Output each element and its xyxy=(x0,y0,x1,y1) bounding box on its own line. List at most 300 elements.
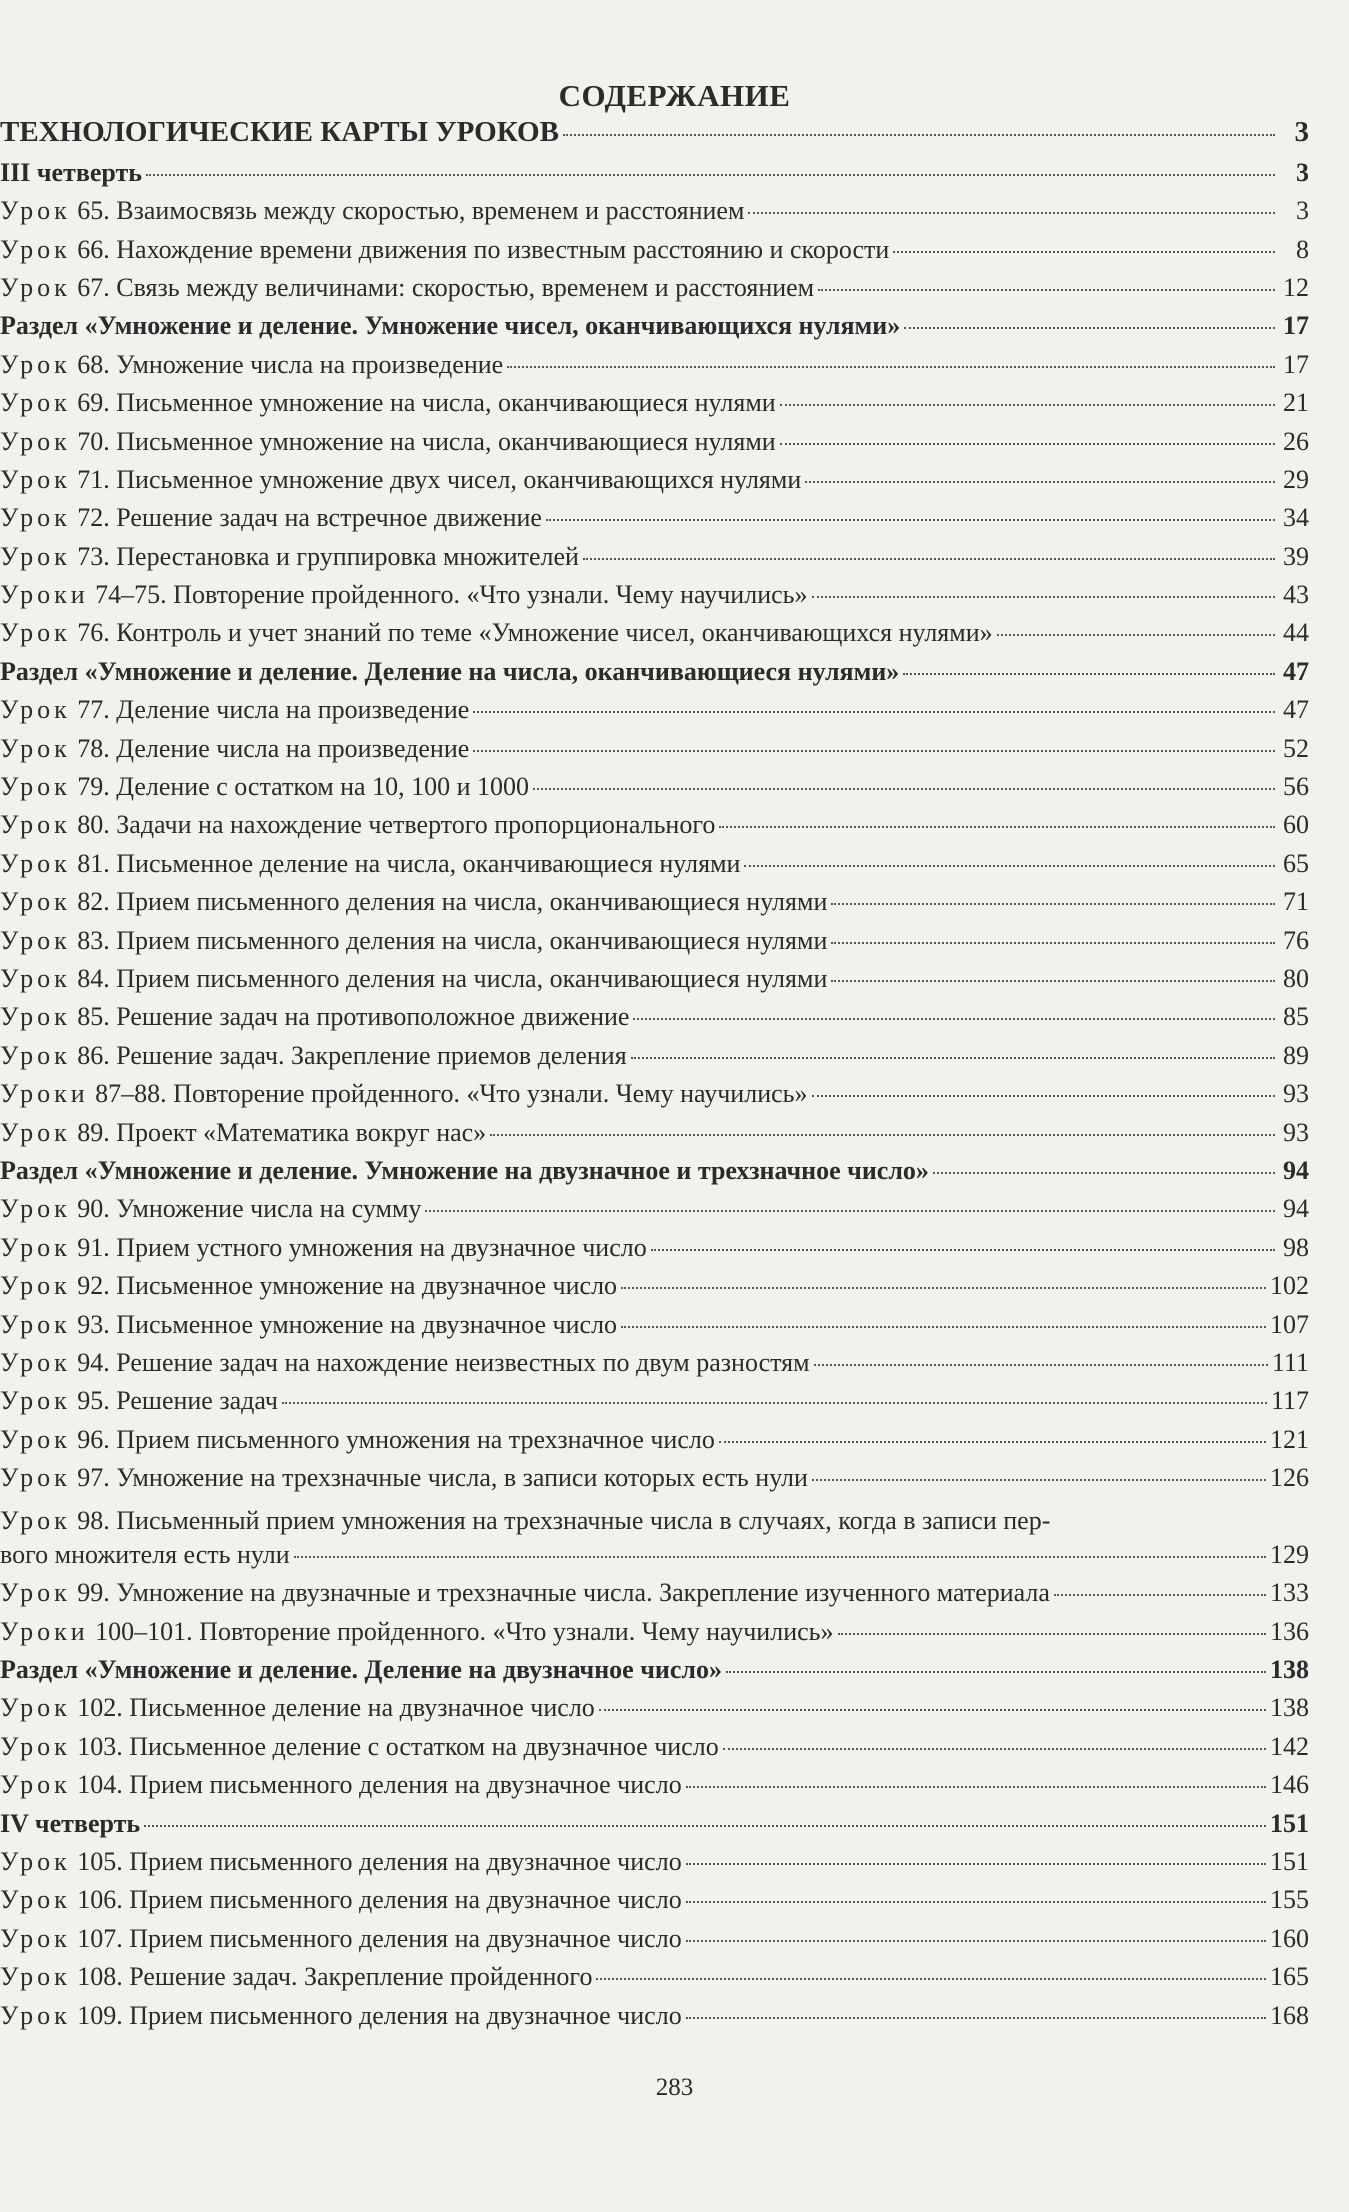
toc-entry-title xyxy=(0,1809,140,1839)
toc-entry-title xyxy=(0,116,559,149)
toc-entry-line xyxy=(0,235,1309,265)
toc-entry-title xyxy=(0,734,469,764)
dot-leader xyxy=(686,1786,1266,1788)
dot-leader xyxy=(686,1863,1266,1865)
toc-entry-title xyxy=(0,2001,682,2031)
toc-entry xyxy=(0,1038,1349,1076)
toc-entry-text: 97. Умножение на трехзначные числа, в записи которых есть нули xyxy=(77,1463,808,1493)
lesson-label: Урок xyxy=(0,963,71,993)
dot-leader xyxy=(621,1326,1266,1328)
toc-entry-line xyxy=(0,1962,1309,1992)
toc-entry-title xyxy=(0,810,715,840)
lesson-label: Урок xyxy=(0,848,71,878)
toc-entry-line xyxy=(0,427,1309,457)
toc-entry-line xyxy=(0,1425,1309,1455)
dot-leader xyxy=(812,1095,1275,1097)
toc-entry-line xyxy=(0,196,1309,226)
lesson-label: Урок xyxy=(0,196,71,226)
toc-entry-line xyxy=(0,158,1309,188)
toc-entry xyxy=(0,731,1349,769)
lesson-label: Урок xyxy=(0,695,71,725)
toc-entry-text: 78. Деление числа на произведение xyxy=(77,733,470,763)
toc-entry xyxy=(0,1115,1349,1153)
dot-leader xyxy=(831,903,1275,905)
toc-entry-line xyxy=(0,657,1309,687)
toc-entry-line xyxy=(0,465,1309,495)
lesson-label: Урок xyxy=(0,1506,71,1536)
toc-entry-title xyxy=(0,465,801,495)
dot-leader xyxy=(812,596,1275,598)
dot-leader xyxy=(904,327,1275,329)
dot-leader xyxy=(633,1018,1275,1020)
toc-entry-line xyxy=(0,1540,1309,1570)
toc-page-number: 98 xyxy=(1283,1232,1309,1262)
toc-entry-line xyxy=(0,350,1309,380)
toc-page-number: 126 xyxy=(1270,1463,1309,1493)
table-of-contents xyxy=(0,117,1349,2037)
dot-leader xyxy=(621,1287,1266,1289)
toc-page-number: 12 xyxy=(1283,272,1309,302)
toc-page-number: 129 xyxy=(1270,1539,1309,1569)
toc-entry-title xyxy=(0,427,776,457)
toc-entry-text: 80. Задачи на нахождение четвертого пропорционального xyxy=(77,810,716,840)
toc-entry xyxy=(0,1384,1349,1422)
toc-entry-title xyxy=(0,1310,617,1340)
toc-entry-text: 104. Прием письменного деления на двузначное число xyxy=(77,1770,682,1800)
toc-entry-line xyxy=(0,1348,1309,1378)
toc-entry-line xyxy=(0,964,1309,994)
lesson-label: Урок xyxy=(0,772,71,802)
toc-entry xyxy=(0,770,1349,808)
toc-entry-title xyxy=(0,350,503,380)
toc-entry xyxy=(0,463,1349,501)
toc-entry-line xyxy=(0,1924,1309,1954)
toc-entry-line xyxy=(0,1118,1309,1148)
lesson-label: Урок xyxy=(0,1347,71,1377)
toc-page-number: 26 xyxy=(1283,426,1309,456)
dot-leader xyxy=(294,1556,1266,1558)
toc-entry xyxy=(0,1192,1349,1230)
toc-entry-text: 77. Деление числа на произведение xyxy=(77,695,470,725)
dot-leader xyxy=(563,134,1275,136)
toc-page-number: 89 xyxy=(1283,1040,1309,1070)
dot-leader xyxy=(686,2017,1266,2019)
page-title: СОДЕРЖАНИЕ xyxy=(558,78,791,113)
toc-entry-line xyxy=(0,887,1309,917)
toc-entry xyxy=(0,232,1349,270)
toc-entry xyxy=(0,693,1349,731)
toc-entry-title xyxy=(0,1924,682,1954)
toc-page-number: 21 xyxy=(1283,388,1309,418)
dot-leader xyxy=(805,481,1275,483)
toc-entry-text: Раздел «Умножение и деление. Умножение на двузначное и трехзначное число» xyxy=(0,1155,929,1185)
toc-entry xyxy=(0,386,1349,424)
toc-page-number: 93 xyxy=(1283,1079,1309,1109)
dot-leader xyxy=(903,673,1275,675)
toc-page-number: 107 xyxy=(1270,1309,1309,1339)
toc-entry-text: 90. Умножение числа на сумму xyxy=(77,1194,422,1224)
toc-page-number: 160 xyxy=(1270,1923,1309,1953)
toc-page-number: 151 xyxy=(1270,1808,1309,1838)
lesson-label: Урок xyxy=(0,733,71,763)
toc-entry-title xyxy=(0,695,469,725)
toc-entry-line xyxy=(0,1079,1309,1109)
dot-leader xyxy=(997,634,1275,636)
toc-entry-line xyxy=(0,810,1309,840)
toc-entry xyxy=(0,1729,1349,1767)
toc-entry-text: 107. Прием письменного деления на двузначное число xyxy=(77,1923,682,1953)
toc-entry-title xyxy=(0,1348,810,1378)
toc-entry-text: 98. Письменный прием умножения на трехзначные числа в случаях, когда в записи пер- xyxy=(77,1506,1051,1536)
toc-entry xyxy=(0,1806,1349,1844)
lesson-label: Урок xyxy=(0,1232,71,1262)
toc-entry xyxy=(0,1998,1349,2036)
lesson-label: Урок xyxy=(0,810,71,840)
toc-entry-line xyxy=(0,1271,1309,1301)
lesson-label: Урок xyxy=(0,349,71,379)
toc-entry-title xyxy=(0,1079,808,1109)
toc-entry-line xyxy=(0,926,1309,956)
toc-entry-line xyxy=(0,1770,1309,1800)
dot-leader xyxy=(780,404,1275,406)
toc-entry-text: Раздел «Умножение и деление. Деление на двузначное число» xyxy=(0,1655,722,1685)
dot-leader xyxy=(719,1441,1266,1443)
lesson-label: Урок xyxy=(0,618,71,648)
toc-entry xyxy=(0,1000,1349,1038)
lesson-label: Урок xyxy=(0,503,71,533)
toc-page-number: 133 xyxy=(1270,1578,1309,1608)
toc-entry-line xyxy=(0,618,1309,648)
toc-entry-title xyxy=(0,1885,682,1915)
dot-leader xyxy=(596,1978,1266,1980)
toc-entry-line xyxy=(0,1847,1309,1877)
toc-entry-text: 65. Взаимосвязь между скоростью, временем и расстоянием xyxy=(77,196,745,226)
toc-entry-line xyxy=(0,388,1309,418)
toc-entry xyxy=(0,846,1349,884)
toc-page-number: 3 xyxy=(1296,196,1309,226)
toc-page-number: 138 xyxy=(1270,1655,1309,1685)
lesson-label: Урок xyxy=(0,1040,71,1070)
toc-entry-line xyxy=(0,116,1309,149)
toc-entry-title xyxy=(0,1578,1050,1608)
toc-entry-line xyxy=(0,1041,1309,1071)
toc-page-number: 65 xyxy=(1283,848,1309,878)
lesson-label: Урок xyxy=(0,234,71,264)
toc-page-number: 52 xyxy=(1283,733,1309,763)
toc-entry xyxy=(0,578,1349,616)
dot-leader xyxy=(686,1901,1266,1903)
toc-entry-line xyxy=(0,1617,1309,1647)
toc-entry-text: 85. Решение задач на противоположное движение xyxy=(77,1002,630,1032)
toc-entry-text: 70. Письменное умножение на числа, оканчивающиеся нулями xyxy=(77,426,776,456)
toc-entry-text: 89. Проект «Математика вокруг нас» xyxy=(77,1117,487,1147)
toc-entry-title xyxy=(0,235,889,265)
toc-entry-text: Раздел «Умножение и деление. Деление на числа, оканчивающиеся нулями» xyxy=(0,656,900,686)
toc-entry-title xyxy=(0,849,740,879)
toc-page-number: 138 xyxy=(1270,1693,1309,1723)
toc-entry-title xyxy=(0,503,542,533)
toc-page-number: 102 xyxy=(1270,1271,1309,1301)
toc-entry-title xyxy=(0,273,814,303)
toc-entry-line xyxy=(0,1809,1309,1839)
toc-page-number: 56 xyxy=(1283,772,1309,802)
toc-entry-text: 87–88. Повторение пройденного. «Что узнали. Чему научились» xyxy=(95,1079,808,1109)
toc-entry xyxy=(0,923,1349,961)
toc-entry xyxy=(0,1691,1349,1729)
lesson-label: Урок xyxy=(0,925,71,955)
toc-entry-title xyxy=(0,772,529,802)
toc-page-number: 43 xyxy=(1283,580,1309,610)
toc-entry xyxy=(0,1768,1349,1806)
dot-leader xyxy=(780,443,1275,445)
toc-entry xyxy=(0,1422,1349,1460)
page-number: 283 xyxy=(655,2074,694,2101)
dot-leader xyxy=(583,558,1275,560)
toc-entry xyxy=(0,155,1349,193)
toc-entry xyxy=(0,1499,1349,1576)
toc-entry-line xyxy=(0,1002,1309,1032)
lesson-label: Урок xyxy=(0,1002,71,1032)
toc-page-number: 165 xyxy=(1270,1962,1309,1992)
lesson-label: Урок xyxy=(0,1463,71,1493)
lesson-label: Урок xyxy=(0,1309,71,1339)
toc-page-number: 3 xyxy=(1296,157,1309,187)
dot-leader xyxy=(838,1633,1266,1635)
toc-entry-text: 92. Письменное умножение на двузначное число xyxy=(77,1271,618,1301)
toc-page-number: 85 xyxy=(1283,1002,1309,1032)
lesson-label: Урок xyxy=(0,1770,71,1800)
toc-entry xyxy=(0,424,1349,462)
lesson-label: Урок xyxy=(0,464,71,494)
toc-entry-line xyxy=(0,695,1309,725)
toc-entry-line xyxy=(0,503,1309,533)
toc-page-number: 47 xyxy=(1283,656,1309,686)
toc-entry xyxy=(0,1269,1349,1307)
dot-leader xyxy=(812,1479,1266,1481)
toc-entry-title xyxy=(0,964,827,994)
toc-entry xyxy=(0,1230,1349,1268)
toc-entry-title xyxy=(0,1770,682,1800)
toc-page-number: 80 xyxy=(1283,963,1309,993)
toc-page-number: 29 xyxy=(1283,464,1309,494)
dot-leader xyxy=(546,519,1275,521)
toc-page-number: 136 xyxy=(1270,1616,1309,1646)
toc-entry-text: 95. Решение задач xyxy=(77,1386,278,1416)
dot-leader xyxy=(723,1748,1266,1750)
toc-entry-text: 86. Решение задач. Закрепление приемов деления xyxy=(77,1040,627,1070)
dot-leader xyxy=(818,289,1275,291)
toc-entry-title xyxy=(0,1693,595,1723)
toc-entry-text: III четверть xyxy=(0,157,143,187)
toc-entry xyxy=(0,539,1349,577)
lesson-label: Урок xyxy=(0,1386,71,1416)
toc-entry xyxy=(0,309,1349,347)
lesson-label: Урок xyxy=(0,1578,71,1608)
lesson-label: Урок xyxy=(0,1885,71,1915)
toc-entry-text: 83. Прием письменного деления на числа, оканчивающиеся нулями xyxy=(77,925,828,955)
toc-page-number: 71 xyxy=(1283,887,1309,917)
toc-entry xyxy=(0,1307,1349,1345)
toc-entry xyxy=(0,501,1349,539)
toc-page-number: 121 xyxy=(1270,1424,1309,1454)
toc-entry-title xyxy=(0,1233,647,1263)
dot-leader xyxy=(748,212,1275,214)
dot-leader xyxy=(507,366,1275,368)
toc-entry-text: 91. Прием устного умножения на двузначное число xyxy=(77,1232,647,1262)
lesson-label: Урок xyxy=(0,1271,71,1301)
toc-entry-title xyxy=(0,1041,627,1071)
toc-entry xyxy=(0,1346,1349,1384)
toc-entry-line xyxy=(0,542,1309,572)
toc-entry-line xyxy=(0,580,1309,610)
toc-entry-line xyxy=(0,1156,1309,1186)
toc-entry-title xyxy=(0,887,827,917)
dot-leader xyxy=(473,711,1275,713)
toc-entry-line xyxy=(0,734,1309,764)
lesson-label: Уроки xyxy=(0,580,89,610)
toc-entry-text: 68. Умножение числа на произведение xyxy=(77,349,504,379)
lesson-label: Урок xyxy=(0,887,71,917)
lesson-label: Урок xyxy=(0,1731,71,1761)
toc-entry-text: 73. Перестановка и группировка множителей xyxy=(77,541,579,571)
lesson-label: Уроки xyxy=(0,1079,89,1109)
toc-entry-text: 96. Прием письменного умножения на трехзначное число xyxy=(77,1424,715,1454)
toc-entry-title xyxy=(0,1156,929,1186)
lesson-label: Урок xyxy=(0,1117,71,1147)
toc-entry-first-line xyxy=(0,1506,1249,1536)
lesson-label: Уроки xyxy=(0,1616,89,1646)
toc-entry xyxy=(0,117,1349,155)
toc-entry-line xyxy=(0,1693,1309,1723)
toc-entry-title xyxy=(0,1271,617,1301)
dot-leader xyxy=(1054,1594,1266,1596)
toc-entry-title xyxy=(0,926,827,956)
toc-entry-text-continued: вого множителя есть нули xyxy=(0,1539,290,1569)
toc-entry-title xyxy=(0,1847,682,1877)
dot-leader xyxy=(282,1402,1267,1404)
toc-page-number: 94 xyxy=(1283,1194,1309,1224)
toc-page-number: 44 xyxy=(1283,618,1309,648)
toc-entry-line xyxy=(0,1655,1309,1685)
toc-entry-line xyxy=(0,1194,1309,1224)
dot-leader xyxy=(144,1825,1266,1827)
toc-entry xyxy=(0,1576,1349,1614)
lesson-label: Урок xyxy=(0,541,71,571)
toc-entry-text: 94. Решение задач на нахождение неизвестных по двум разностям xyxy=(77,1347,810,1377)
toc-page-number: 17 xyxy=(1283,349,1309,379)
toc-entry-text: 93. Письменное умножение на двузначное число xyxy=(77,1309,618,1339)
lesson-label: Урок xyxy=(0,1962,71,1992)
dot-leader xyxy=(744,865,1275,867)
toc-page-number: 117 xyxy=(1270,1386,1309,1416)
toc-entry-title xyxy=(0,1386,278,1416)
toc-entry xyxy=(0,271,1349,309)
toc-entry xyxy=(0,347,1349,385)
toc-entry-text: 106. Прием письменного деления на двузначное число xyxy=(77,1885,682,1915)
toc-entry-line xyxy=(0,273,1309,303)
toc-entry xyxy=(0,1653,1349,1691)
toc-entry-text: 109. Прием письменного деления на двузначное число xyxy=(77,2000,682,2030)
toc-page-number: 151 xyxy=(1270,1846,1309,1876)
toc-entry-line xyxy=(0,849,1309,879)
toc-entry xyxy=(0,1845,1349,1883)
toc-entry-text: 76. Контроль и учет знаний по теме «Умножение чисел, оканчивающихся нулями» xyxy=(77,618,993,648)
dot-leader xyxy=(726,1671,1266,1673)
toc-entry-title xyxy=(0,1732,719,1762)
toc-entry-text: 81. Письменное деление на числа, оканчивающиеся нулями xyxy=(77,848,741,878)
dot-leader xyxy=(631,1057,1275,1059)
toc-entry xyxy=(0,1461,1349,1499)
toc-entry-text: 84. Прием письменного деления на числа, оканчивающиеся нулями xyxy=(77,963,828,993)
dot-leader xyxy=(146,174,1275,176)
toc-entry-text: 105. Прием письменного деления на двузначное число xyxy=(77,1846,682,1876)
toc-page-number: 111 xyxy=(1271,1347,1309,1377)
toc-entry-line xyxy=(0,772,1309,802)
toc-entry-line xyxy=(0,1578,1309,1608)
toc-page-number: 155 xyxy=(1270,1885,1309,1915)
toc-entry-title xyxy=(0,542,579,572)
toc-entry-text: ТЕХНОЛОГИЧЕСКИЕ КАРТЫ УРОКОВ xyxy=(0,116,559,149)
toc-entry-line xyxy=(0,1386,1309,1416)
toc-entry xyxy=(0,1154,1349,1192)
toc-page-number: 76 xyxy=(1283,925,1309,955)
toc-entry-line xyxy=(0,1885,1309,1915)
dot-leader xyxy=(814,1364,1268,1366)
lesson-label: Урок xyxy=(0,1424,71,1454)
lesson-label: Урок xyxy=(0,1693,71,1723)
toc-entry xyxy=(0,654,1349,692)
toc-entry-text: 103. Письменное деление с остатком на двузначное число xyxy=(77,1731,719,1761)
toc-entry-title xyxy=(0,1655,722,1685)
toc-entry-text: 99. Умножение на двузначные и трехзначные числа. Закрепление изученного материала xyxy=(77,1578,1050,1608)
lesson-label: Урок xyxy=(0,388,71,418)
toc-entry xyxy=(0,1883,1349,1921)
toc-entry-title xyxy=(0,1194,421,1224)
toc-page-number: 93 xyxy=(1283,1117,1309,1147)
toc-entry-text: IV четверть xyxy=(0,1808,141,1838)
dot-leader xyxy=(719,826,1275,828)
toc-entry-line xyxy=(0,1310,1309,1340)
dot-leader xyxy=(425,1210,1275,1212)
toc-entry-text: Раздел «Умножение и деление. Умножение чисел, оканчивающихся нулями» xyxy=(0,311,901,341)
toc-page-number: 60 xyxy=(1283,810,1309,840)
toc-entry-text: 100–101. Повторение пройденного. «Что узнали. Чему научились» xyxy=(95,1616,834,1646)
toc-entry-title xyxy=(0,1463,808,1493)
toc-page-number: 94 xyxy=(1283,1155,1309,1185)
toc-page-number: 47 xyxy=(1283,695,1309,725)
toc-entry-title xyxy=(0,657,899,687)
toc-entry-title xyxy=(0,158,142,188)
toc-entry xyxy=(0,962,1349,1000)
toc-page-number: 8 xyxy=(1296,234,1309,264)
toc-page-number: 142 xyxy=(1270,1731,1309,1761)
toc-entry-title xyxy=(0,1118,486,1148)
dot-leader xyxy=(490,1134,1275,1136)
toc-entry-text: 66. Нахождение времени движения по известным расстоянию и скорости xyxy=(77,234,890,264)
lesson-label: Урок xyxy=(0,426,71,456)
dot-leader xyxy=(651,1249,1275,1251)
toc-entry-title xyxy=(0,1002,629,1032)
toc-entry-title xyxy=(0,388,776,418)
toc-entry-text: 71. Письменное умножение двух чисел, оканчивающихся нулями xyxy=(77,464,802,494)
toc-entry-line xyxy=(0,2001,1309,2031)
dot-leader xyxy=(686,1940,1266,1942)
toc-entry-text: 74–75. Повторение пройденного. «Что узнали. Чему научились» xyxy=(95,580,808,610)
toc-page-number: 3 xyxy=(1294,116,1309,149)
toc-entry-text: 82. Прием письменного деления на числа, оканчивающиеся нулями xyxy=(77,887,828,917)
lesson-label: Урок xyxy=(0,1846,71,1876)
toc-entry-title xyxy=(0,311,900,341)
